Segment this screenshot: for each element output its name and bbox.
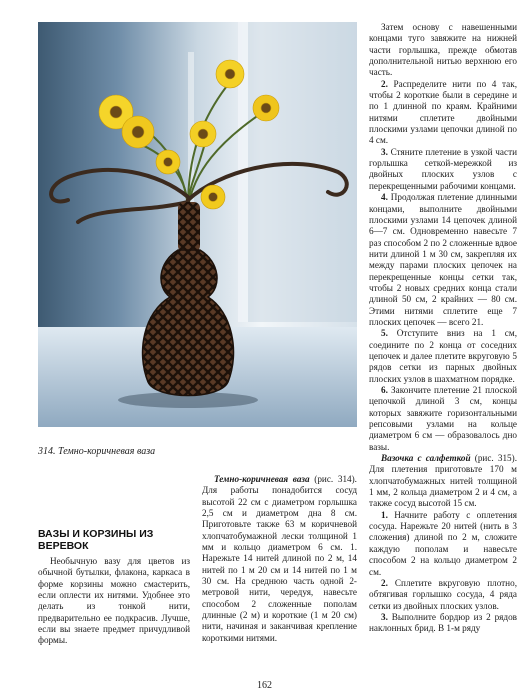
page-number: 162 [257,680,272,691]
vase-description-run-in: Темно-коричневая ваза [214,474,310,484]
vase-photo [38,22,357,427]
instruction-paragraph: 1. Начните работу с оплетения сосуда. Нарежьте 20 нитей (нить в 3 сложения) длиной по 2 м, сложите каждую пополам и навесьте способом 2 на кольцо диаметром 2 см. [369,509,517,577]
intro-paragraph: Необычную вазу для цветов из обычной бутылки, флакона, каркаса в форме корзины можно смастерить, если оплести их нитями. Удобнее это делать из тонкой нити, предварительно ее подкрасив. Лучше, если вы знаете предмет причудливой формы. [38,556,190,646]
instruction-paragraph: Затем основу с навешенными концами туго завяжите на нижней части горлышка, прежде обмотав дополнительной нитью верхнюю его часть. [369,22,517,78]
instruction-paragraph: 2. Распределите нити по 4 так, чтобы 2 короткие были в середине и по 1 длинной по краям. Крайними нитями сплетите двойными плоскими узлами цепочки длиной по 4 см. [369,78,517,146]
instruction-paragraph: 5. Отступите вниз на 1 см, соедините по 2 конца от соседних цепочек и далее плетите вкруговую 5 рядов сетки из парных двойных плоских узлов в шахматном порядке. [369,328,517,384]
intro-column [38,556,190,647]
section-heading: ВАЗЫ И КОРЗИНЫ ИЗ ВЕРЕВОК [38,528,154,552]
instructions-column [369,22,517,635]
instruction-paragraph: 4. Продолжая плетение длинными концами, выполните двойными плоскими узлами 14 цепочек длиной 6—7 см. Одновременно навесьте 7 раз способом 2 по 2 сложенные вдвое нити длиной 1 м 30 см, закрепляя их между парами плоских цепочек на перекрещенные концы сетки так, чтобы 2 новых средних конца стали длиной 50 см, 2 крайних — 80 см. Этими нитями сплетите еще 7 плоских цепочек — всего 21. [369,192,517,327]
vase-illustration [38,22,357,427]
vase-description-text: (рис. 314). Для работы понадобится сосуд высотой 22 см с диаметром горлышка 2,5 см и диаметром дна 8 см. Приготовьте также 63 м коричневой хлопчатобумажной лески толщиной 1 мм и кольцо диаметром 6 см. 1. Нарежьте 14 нитей длиной по 2 м, 14 нитей по 1 м 20 см и 14 нитей по 1 м 30 см. На среднюю часть одной 2-метровой нити, чередуя, навесьте способом 2 сложенные пополам длинные (2 м) и короткие (1 м 20 см) нити, начиная и заканчивая крепление короткими нитями. [202,474,357,643]
vase-description-column [202,474,357,644]
instruction-paragraph: 2. Сплетите вкруговую плотно, обтягивая горлышко сосуда, 4 ряда сетки из двойных плоских узлов. [369,577,517,611]
instruction-paragraph: 6. Закончите плетение 21 плоской цепочкой длиной 3 см, концы которых завяжите горизонтальными репсовыми узлами на кольце диаметром 6 см — образовалось дно вазы. [369,385,518,452]
photo-caption: 314. Темно-коричневая ваза [38,446,156,457]
instruction-paragraph: Вазочка с салфеткой (рис. 315). Для плетения приготовьте 170 м хлопчатобумажных нитей толщиной 1 мм, 2 кольца диаметром 2 и 4 см, а также сосуд высотой 15 см. [369,453,517,509]
vase-description [202,474,357,644]
instruction-paragraph: 3. Выполните бордюр из 2 рядов наклонных брид. В 1-м ряду [369,611,518,634]
instruction-paragraph: 3. Стяните плетение в узкой части горлышка сеткой-мережкой из двойных плоских узлов с перекрещенными рабочими концами. [369,146,518,191]
